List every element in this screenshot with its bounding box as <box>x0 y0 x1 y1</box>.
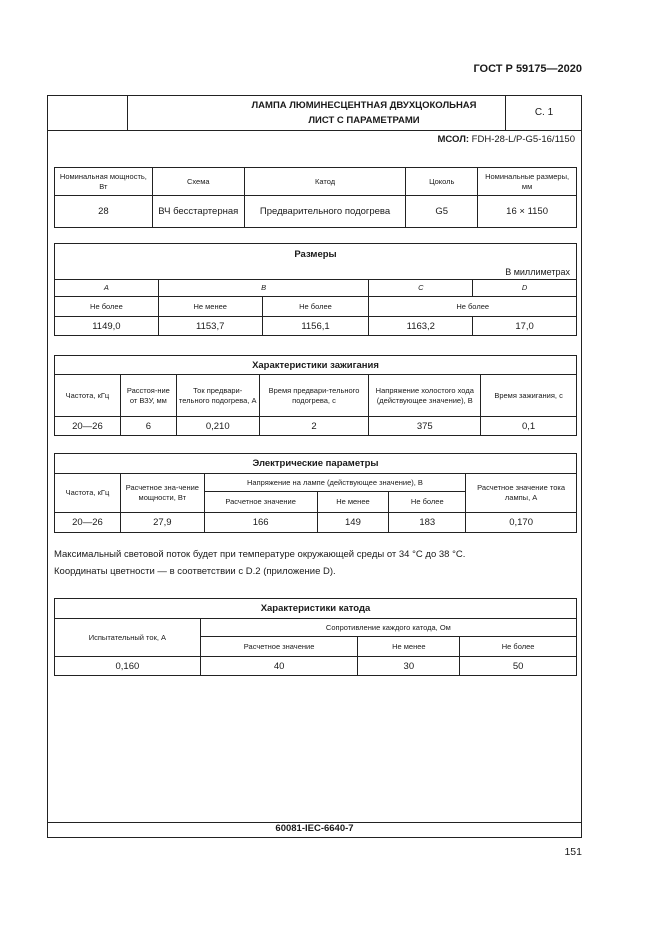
sheet-page: С. 1 <box>534 107 554 118</box>
electrical-title: Электрические параметры <box>55 454 577 474</box>
dim-letter-d: D <box>473 280 577 297</box>
value-cathode: Предварительного подогрева <box>244 196 406 228</box>
value-dimensions: 16 × 1150 <box>478 196 577 228</box>
ign-header-distance: Расстоя-ние от ВЗУ, мм <box>120 375 176 417</box>
ign-value-distance: 6 <box>120 417 176 436</box>
ign-header-frequency: Частота, кГц <box>55 375 121 417</box>
header-base: Цоколь <box>406 168 478 196</box>
cathode-table <box>54 598 577 676</box>
dim-value-c: 1163,2 <box>369 317 473 336</box>
dim-limit-b-max: Не более <box>262 297 369 317</box>
cat-value-calculated: 40 <box>200 657 358 676</box>
ignition-table <box>54 355 577 436</box>
sheet-title-line1: ЛАМПА ЛЮМИНЕСЦЕНТНАЯ ДВУХЦОКОЛЬНАЯ <box>251 100 477 111</box>
el-sub-min: Не менее <box>317 492 389 513</box>
cat-value-max: 50 <box>460 657 577 676</box>
dim-value-b-min: 1153,7 <box>158 317 262 336</box>
sheet-title-line2: ЛИСТ С ПАРАМЕТРАМИ <box>308 115 420 126</box>
sheet-title <box>175 98 553 128</box>
cat-sub-max: Не более <box>460 637 577 657</box>
el-header-power: Расчетное зна-чение мощности, Вт <box>120 474 204 513</box>
ign-value-preheat-current: 0,210 <box>176 417 259 436</box>
dimensions-table <box>54 243 577 336</box>
header-scheme: Схема <box>152 168 244 196</box>
dim-letter-b: B <box>158 280 369 297</box>
dimensions-title: Размеры <box>55 244 577 266</box>
electrical-table <box>54 453 577 533</box>
page-number: 151 <box>564 846 582 858</box>
ign-header-ignition-time: Время зажигания, с <box>481 375 577 417</box>
ignition-title: Характеристики зажигания <box>55 356 577 375</box>
main-parameters-table <box>54 167 577 228</box>
standard-number: ГОСТ Р 59175—2020 <box>473 63 582 75</box>
el-value-power: 27,9 <box>120 513 204 533</box>
msol-designation <box>438 134 575 145</box>
el-sub-calculated: Расчетное значение <box>204 492 317 513</box>
cat-sub-min: Не менее <box>358 637 460 657</box>
msol-value: FDH-28-L/P-G5-16/1150 <box>469 134 575 145</box>
el-header-current: Расчетное значение тока лампы, А <box>466 474 577 513</box>
value-scheme: ВЧ бесстартерная <box>152 196 244 228</box>
msol-label: МСОЛ: <box>437 134 470 145</box>
dim-value-d: 17,0 <box>473 317 577 336</box>
el-value-voltage-max: 183 <box>389 513 466 533</box>
ign-value-open-voltage: 375 <box>369 417 481 436</box>
dim-letter-a: A <box>55 280 159 297</box>
cat-value-test-current: 0,160 <box>55 657 201 676</box>
dim-value-b-max: 1156,1 <box>262 317 369 336</box>
el-header-frequency: Частота, кГц <box>55 474 121 513</box>
dim-limit-b-min: Не менее <box>158 297 262 317</box>
value-power: 28 <box>55 196 153 228</box>
cat-sub-calculated: Расчетное значение <box>200 637 358 657</box>
ign-value-frequency: 20—26 <box>55 417 121 436</box>
ign-header-preheat-time: Время предвари-тельного подогрева, с <box>259 375 369 417</box>
el-value-current: 0,170 <box>466 513 577 533</box>
dim-value-a: 1149,0 <box>55 317 159 336</box>
cat-header-test-current: Испытательный ток, А <box>55 619 201 657</box>
header-dimensions: Номинальные размеры, мм <box>478 168 577 196</box>
header-power: Номинальная мощность, Вт <box>55 168 153 196</box>
el-value-voltage-calc: 166 <box>204 513 317 533</box>
ign-value-preheat-time: 2 <box>259 417 369 436</box>
cat-value-min: 30 <box>358 657 460 676</box>
dimensions-unit: В миллиметрах <box>55 266 577 280</box>
cat-header-resistance: Сопротивление каждого катода, Ом <box>200 619 576 637</box>
el-header-voltage: Напряжение на лампе (действующее значение), В <box>204 474 465 492</box>
note-luminous-flux: Максимальный световой поток будет при температуре окружающей среды от 34 °С до 38 °С. <box>54 549 466 560</box>
value-base: G5 <box>406 196 478 228</box>
ign-header-open-voltage: Напряжение холостого хода (действующее значение), В <box>369 375 481 417</box>
el-value-frequency: 20—26 <box>55 513 121 533</box>
footer-code: 60081-IEC-6640-7 <box>275 823 354 834</box>
el-sub-max: Не более <box>389 492 466 513</box>
el-value-voltage-min: 149 <box>317 513 389 533</box>
ign-value-ignition-time: 0,1 <box>481 417 577 436</box>
cathode-title: Характеристики катода <box>55 599 577 619</box>
header-cathode: Катод <box>244 168 406 196</box>
dim-limit-a: Не более <box>55 297 159 317</box>
dim-letter-c: C <box>369 280 473 297</box>
dim-limit-cd: Не более <box>369 297 577 317</box>
note-chromaticity: Координаты цветности — в соответствии с D.2 (приложение D). <box>54 566 336 577</box>
ign-header-preheat-current: Ток предвари-тельного подогрева, А <box>176 375 259 417</box>
